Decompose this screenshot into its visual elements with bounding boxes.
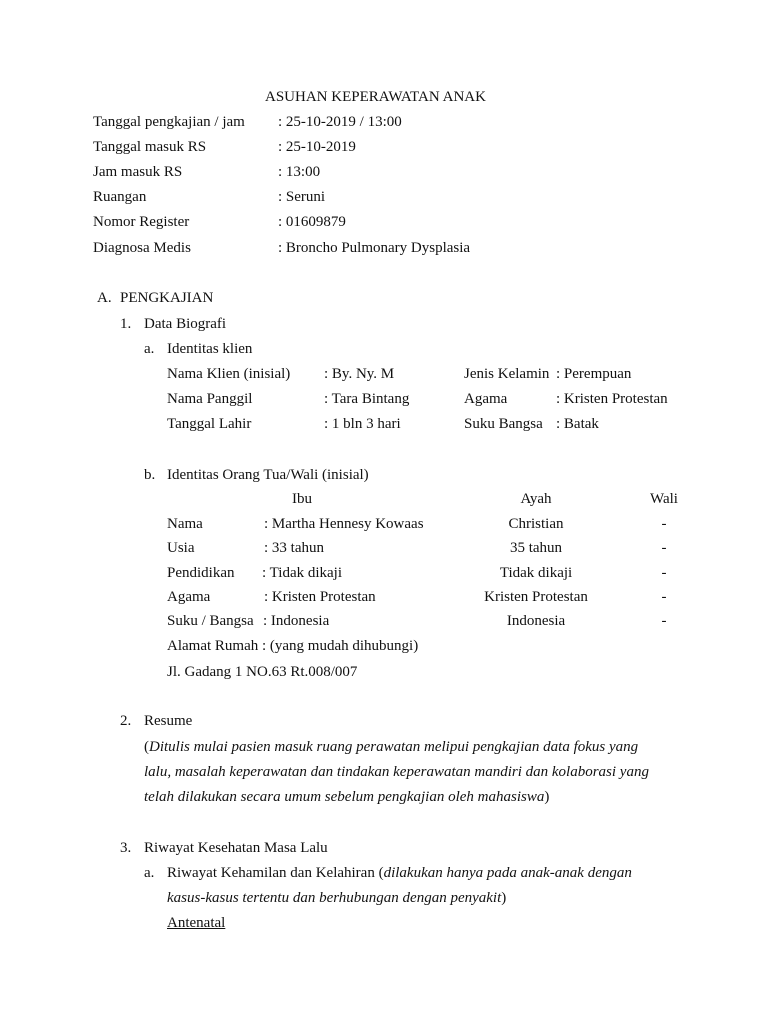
resume-text: telah dilakukan secara umum sebelum pengkajian oleh mahasiswa xyxy=(144,789,545,805)
parent-ibu-value: : 33 tahun xyxy=(264,540,324,556)
parent-row-label: Pendidikan xyxy=(167,565,235,581)
parent-row-label: Agama xyxy=(167,589,211,605)
parent-ibu-value: : Tidak dikaji xyxy=(262,565,343,581)
item-2-title: Resume xyxy=(144,713,193,729)
parent-row-label: Suku / Bangsa xyxy=(167,613,254,629)
document-title: ASUHAN KEPERAWATAN ANAK xyxy=(265,89,486,105)
address-value: Jl. Gadang 1 NO.63 Rt.008/007 xyxy=(167,664,358,680)
item-3-sub-a-line: kasus-kasus tertentu dan berhubungan dengan penyakit) xyxy=(167,890,507,906)
client-value: : Perempuan xyxy=(556,366,632,382)
field-value: : 25-10-2019 / 13:00 xyxy=(278,114,402,130)
item-3-title: Riwayat Kesehatan Masa Lalu xyxy=(144,840,328,856)
parent-ibu-value: : Kristen Protestan xyxy=(264,589,376,605)
field-label: Diagnosa Medis xyxy=(93,240,191,256)
client-value: : Kristen Protestan xyxy=(556,391,668,407)
field-value: : 13:00 xyxy=(278,164,321,180)
item-3-sub-a-marker: a. xyxy=(144,865,155,881)
parent-ayah-value: Indonesia xyxy=(506,613,566,629)
client-value: : Tara Bintang xyxy=(324,391,410,407)
address-label: Alamat Rumah : (yang mudah dihubungi) xyxy=(167,638,419,654)
parent-ayah-value: Kristen Protestan xyxy=(484,589,588,605)
resume-text: Ditulis mulai pasien masuk ruang perawatan melipui pengkajian data fokus yang xyxy=(149,739,639,755)
column-header-ayah: Ayah xyxy=(520,491,552,507)
parent-row-label: Nama xyxy=(167,516,203,532)
item-2-marker: 2. xyxy=(120,713,132,729)
parent-ibu-value: : Martha Hennesy Kowaas xyxy=(264,516,424,532)
section-a-title: PENGKAJIAN xyxy=(120,290,214,306)
client-value: : 1 bln 3 hari xyxy=(324,416,401,432)
sub-a-title: Identitas klien xyxy=(167,341,253,357)
resume-line: (Ditulis mulai pasien masuk ruang perawatan melipui pengkajian data fokus yang xyxy=(144,739,639,755)
item-3-sub-a-title: Riwayat Kehamilan dan Kelahiran ( xyxy=(167,865,384,881)
field-label: Nomor Register xyxy=(93,214,190,230)
client-label: Agama xyxy=(464,391,508,407)
client-value: : Batak xyxy=(556,416,599,432)
section-a-marker: A. xyxy=(97,290,112,306)
field-label: Tanggal pengkajian / jam xyxy=(93,114,245,130)
field-value: : Broncho Pulmonary Dysplasia xyxy=(278,240,471,256)
field-label: Tanggal masuk RS xyxy=(93,139,207,155)
item-3-sub-a-note: kasus-kasus tertentu dan berhubungan dengan penyakit xyxy=(167,890,502,906)
parent-ibu-value: : Indonesia xyxy=(263,613,330,629)
field-value: : 25-10-2019 xyxy=(278,139,356,155)
item-3-marker: 3. xyxy=(120,840,132,856)
sub-b-title: Identitas Orang Tua/Wali (inisial) xyxy=(167,467,369,483)
client-label: Suku Bangsa xyxy=(464,416,543,432)
parent-wali-value: - xyxy=(661,565,667,581)
resume-text: lalu, masalah keperawatan dan tindakan keperawatan mandiri dan kolaborasi yang xyxy=(144,764,649,780)
parent-wali-value: - xyxy=(661,540,667,556)
client-label: Tanggal Lahir xyxy=(167,416,252,432)
resume-line xyxy=(144,763,649,781)
sub-b-marker: b. xyxy=(144,467,156,483)
parent-ayah-value: Tidak dikaji xyxy=(499,565,573,581)
parent-wali-value: - xyxy=(661,589,667,605)
resume-line: telah dilakukan secara umum sebelum pengkajian oleh mahasiswa) xyxy=(144,789,550,805)
client-value: : By. Ny. M xyxy=(324,366,395,382)
item-1-title: Data Biografi xyxy=(144,316,227,332)
parent-wali-value: - xyxy=(661,516,667,532)
field-label: Jam masuk RS xyxy=(93,164,183,180)
parent-ayah-value: Christian xyxy=(508,516,564,532)
parent-row-label: Usia xyxy=(167,540,195,556)
field-label: Ruangan xyxy=(93,189,147,205)
item-1-marker: 1. xyxy=(120,316,132,332)
item-3-sub-a-line xyxy=(167,864,632,882)
client-label: Nama Klien (inisial) xyxy=(167,366,291,382)
client-label: Nama Panggil xyxy=(167,391,253,407)
field-value: : Seruni xyxy=(278,189,326,205)
parent-ayah-value: 35 tahun xyxy=(509,540,563,556)
antenatal-heading: Antenatal xyxy=(167,915,226,931)
client-label: Jenis Kelamin xyxy=(464,366,550,382)
field-value: : 01609879 xyxy=(278,214,346,230)
column-header-wali: Wali xyxy=(650,491,678,507)
parent-wali-value: - xyxy=(661,613,667,629)
item-3-sub-a-note: dilakukan hanya pada anak-anak dengan xyxy=(383,865,632,881)
column-header-ibu: Ibu xyxy=(292,491,312,507)
sub-a-marker: a. xyxy=(144,341,155,357)
